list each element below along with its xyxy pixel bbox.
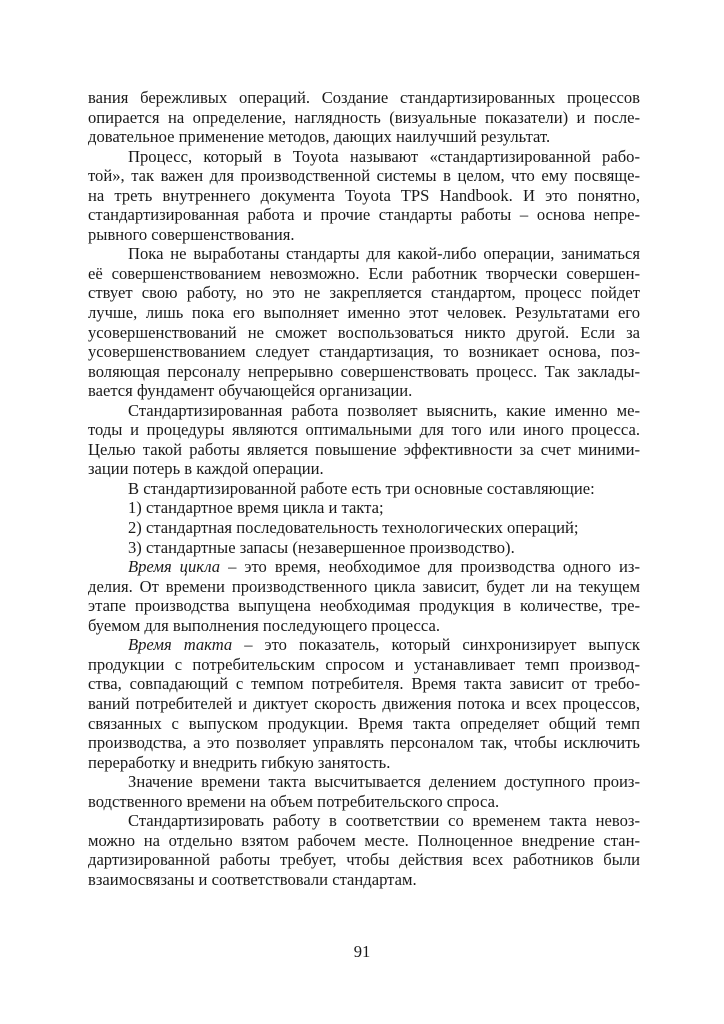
defined-term: Время цикла — [128, 557, 221, 577]
text-line: ствует свою работу, но это не закрепляется стандартом, процесс пойдет — [88, 283, 640, 303]
text-line: Значение времени такта высчитывается делением доступного произ- — [128, 772, 640, 792]
text-line: довательное применение методов, дающих наилучший результат. — [88, 127, 551, 147]
text-line: этапе производства выпущена необходимая продукция в количестве, тре- — [88, 596, 640, 616]
text-line: её совершенствованием невозможно. Если работник творчески совершен- — [88, 263, 640, 283]
text-line: переработку и внедрить гибкую занятость. — [88, 752, 391, 772]
text-line: той», так важен для производственной системы в целом, что ему посвяще- — [88, 166, 640, 186]
defined-term: Время такта — [128, 635, 233, 655]
text-line: дартизированной работы требует, чтобы действия всех работников были — [88, 850, 640, 870]
text-line: Стандартизировать работу в соответствии со временем такта невоз- — [128, 811, 640, 831]
text-line: производства, а это позволяет управлять персоналом так, чтобы исключить — [88, 733, 640, 753]
text-line — [88, 635, 640, 655]
text-line: опирается на определение, наглядность (визуальные показатели) и после- — [88, 107, 640, 127]
text-line: тоды и процедуры являются оптимальными для того или иного процесса. — [88, 420, 640, 440]
text-line: усовершенствований не сможет воспользоваться никто другой. Если за — [88, 322, 640, 342]
text-line: связанных с выпуском продукции. Время такта определяет общий темп — [88, 713, 640, 733]
text-line: на треть внутреннего документа Toyota TPS Handbook. И это понятно, — [88, 185, 640, 205]
text-line: водственного времени на объем потребительского спроса. — [88, 791, 500, 811]
text-line: воляющая персоналу непрерывно совершенствовать процесс. Так заклады- — [88, 361, 640, 381]
text-line: стандартизированная работа и прочие стандарты работы – основа непре- — [88, 205, 640, 225]
text-line: усовершенствованием следует стандартизация, то возникает основа, поз- — [88, 342, 640, 362]
text-line: ваний потребителей и диктует скорость движения потока и всех процессов, — [88, 693, 640, 713]
text-line: делия. От времени производственного цикла зависит, будет ли на текущем — [88, 576, 640, 596]
text-line: вается фундамент обучающейся организации. — [88, 381, 413, 401]
text-line: Стандартизированная работа позволяет выяснить, какие именно ме- — [128, 400, 640, 420]
definition-text: – это время, необходимое для производства одного из- — [220, 557, 640, 577]
text-line: зации потерь в каждой операции. — [88, 459, 324, 479]
text-line: лучше, лишь пока его выполняет именно этот человек. Результатами его — [88, 303, 640, 323]
body-text — [88, 88, 640, 889]
text-line: буемом для выполнения последующего процесса. — [88, 615, 440, 635]
text-line: Пока не выработаны стандарты для какой-либо операции, заниматься — [128, 244, 640, 264]
text-line: продукции с потребительским спросом и устанавливает темп производ- — [88, 654, 640, 674]
text-line: можно на отдельно взятом рабочем месте. Полноценное внедрение стан- — [88, 830, 640, 850]
text-line: 2) стандартная последовательность технологических операций; — [128, 518, 579, 538]
text-line: рывного совершенствования. — [88, 224, 295, 244]
definition-text: – это показатель, который синхронизирует выпуск — [232, 635, 640, 655]
text-line: Целью такой работы является повышение эффективности за счет миними- — [88, 439, 640, 459]
text-line — [88, 557, 640, 577]
text-line: В стандартизированной работе есть три основные составляющие: — [128, 478, 595, 498]
page-number: 91 — [353, 942, 371, 961]
text-line: взаимосвязаны и соответствовали стандартам. — [88, 869, 417, 889]
text-line: 3) стандартные запасы (незавершенное производство). — [128, 537, 515, 557]
text-line: ства, совпадающий с темпом потребителя. Время такта зависит от требо- — [88, 674, 640, 694]
text-line: Процесс, который в Toyota называют «стандартизированной рабо- — [128, 146, 640, 166]
text-line: 1) стандартное время цикла и такта; — [128, 498, 384, 518]
text-line: вания бережливых операций. Создание стандартизированных процессов — [88, 88, 640, 107]
